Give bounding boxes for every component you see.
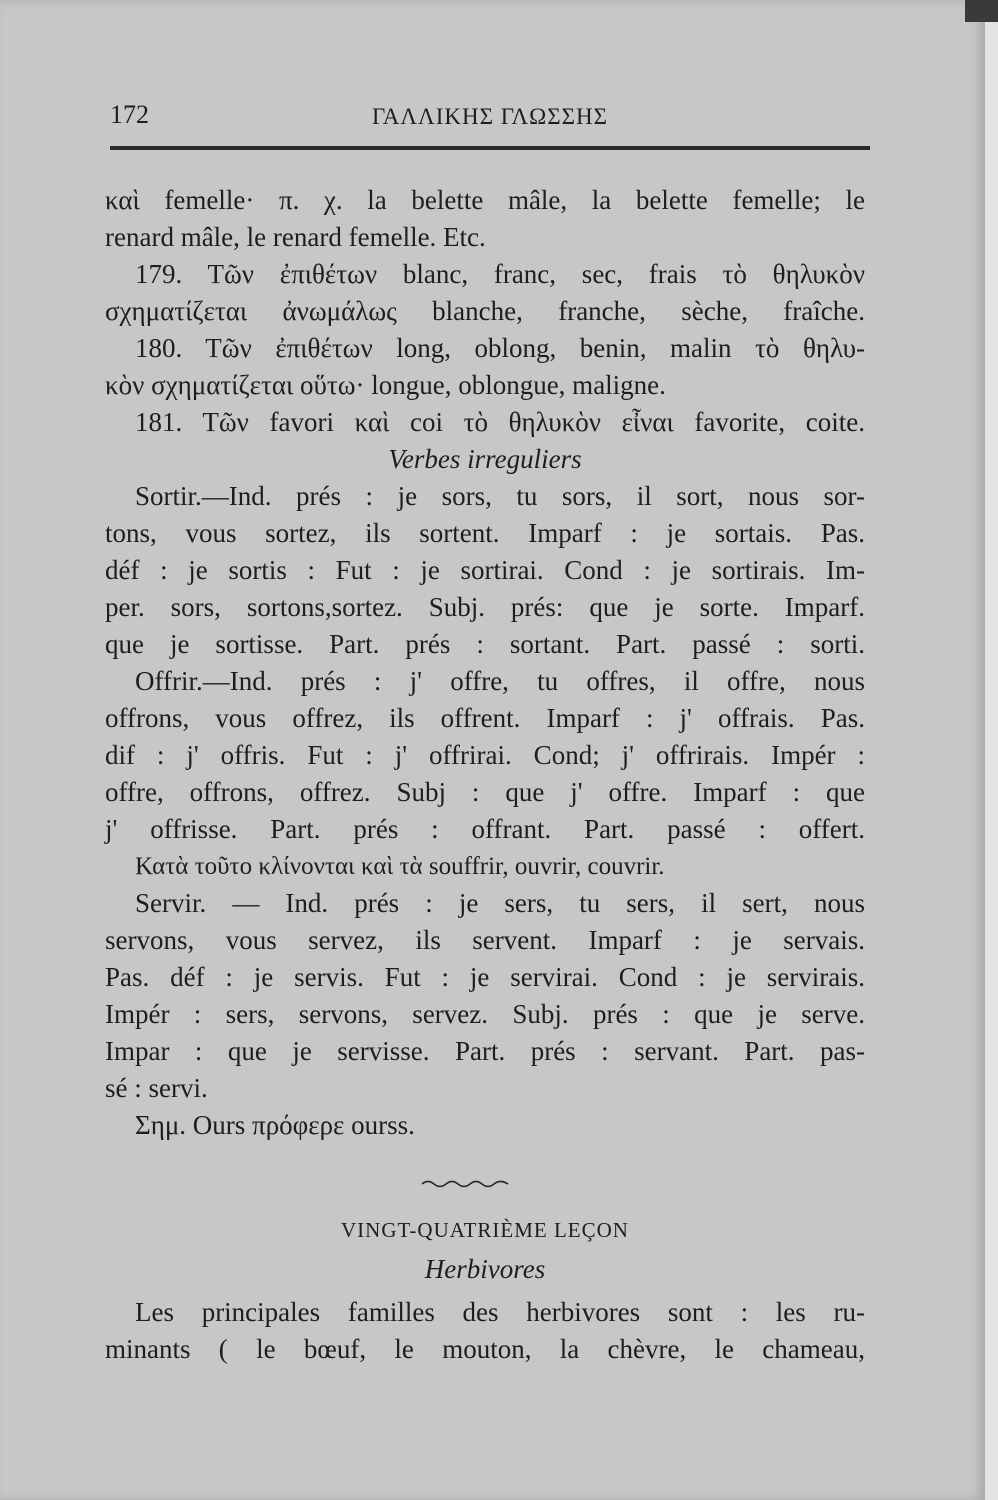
body-text-block xyxy=(105,182,865,1144)
text-line: renard mâle, le renard femelle. Etc. xyxy=(105,222,486,252)
page-number: 172 xyxy=(110,100,149,129)
text-line: κὸν σχηματίζεται οὕτω· longue, oblongue, maligne. xyxy=(105,370,666,400)
running-head: ΓΑΛΛΙΚΗΣ ΓΛΩΣΣΗΣ xyxy=(372,104,608,129)
text-line: Pas. déf : je servis. Fut : je servirai. Cond : je servirais. xyxy=(105,962,865,992)
text-line: tons, vous sortez, ils sortent. Imparf : je sortais. Pas. xyxy=(105,518,865,548)
section-subtitle: Verbes irreguliers xyxy=(388,444,582,474)
note-line: Σημ. Ours πρόφερε ourss. xyxy=(135,1110,415,1140)
text-line: déf : je sortis : Fut : je sortirai. Cond : je sortirais. Im- xyxy=(105,555,865,585)
text-line: 179. Τῶν ἐπιθέτων blanc, franc, sec, frais τὸ θηλυκὸν xyxy=(135,259,865,289)
text-line: Sortir.—Ind. prés : je sors, tu sors, il sort, nous sor- xyxy=(135,481,865,511)
text-line: σχηματίζεται ἀνωμάλως blanche, franche, sèche, fraîche. xyxy=(105,296,865,326)
page-edge xyxy=(985,0,998,1500)
text-line: 180. Τῶν ἐπιθέτων long, oblong, benin, malin τὸ θηλυ- xyxy=(135,333,865,363)
lesson-block xyxy=(105,1212,865,1368)
text-line: καὶ femelle· π. χ. la belette mâle, la belette femelle; le xyxy=(105,185,865,215)
lesson-subtitle: Herbivores xyxy=(424,1254,546,1284)
text-line: Impar : que je servisse. Part. prés : servant. Part. pas- xyxy=(105,1036,865,1066)
lesson-title: VINGT-QUATRIÈME LEÇON xyxy=(341,1218,629,1242)
text-line: sé : servi. xyxy=(105,1073,208,1103)
text-line: que je sortisse. Part. prés : sortant. Part. passé : sorti. xyxy=(105,629,865,659)
text-line: Offrir.—Ind. prés : j' offre, tu offres, il offre, nous xyxy=(135,666,865,696)
text-line: minants ( le bœuf, le mouton, la chèvre, le chameau, xyxy=(105,1334,865,1364)
scan-corner xyxy=(965,0,998,22)
text-line: offrons, vous offrez, ils offrent. Imparf : j' offrais. Pas. xyxy=(105,703,865,733)
text-line: Impér : sers, servons, servez. Subj. prés : que je serve. xyxy=(105,999,865,1029)
text-line: Servir. — Ind. prés : je sers, tu sers, il sert, nous xyxy=(135,888,865,918)
page-header xyxy=(110,100,870,150)
text-line: j' offrisse. Part. prés : offrant. Part. passé : offert. xyxy=(105,814,865,844)
ornament-divider-icon xyxy=(420,1178,510,1190)
text-line: servons, vous servez, ils servent. Imparf : je servais. xyxy=(105,925,865,955)
text-line: Κατὰ τοῦτο κλίνονται καὶ τὰ souffrir, ouvrir, couvrir. xyxy=(135,853,665,880)
text-line: 181. Τῶν favori καὶ coi τὸ θηλυκὸν εἶναι favorite, coite. xyxy=(135,407,865,437)
text-line: dif : j' offris. Fut : j' offrirai. Cond; j' offrirais. Impér : xyxy=(105,740,865,770)
text-line: per. sors, sortons,sortez. Subj. prés: que je sorte. Imparf. xyxy=(105,592,865,622)
text-line: offre, offrons, offrez. Subj : que j' offre. Imparf : que xyxy=(105,777,865,807)
header-rule xyxy=(110,146,870,150)
text-line: Les principales familles des herbivores sont : les ru- xyxy=(135,1297,865,1327)
